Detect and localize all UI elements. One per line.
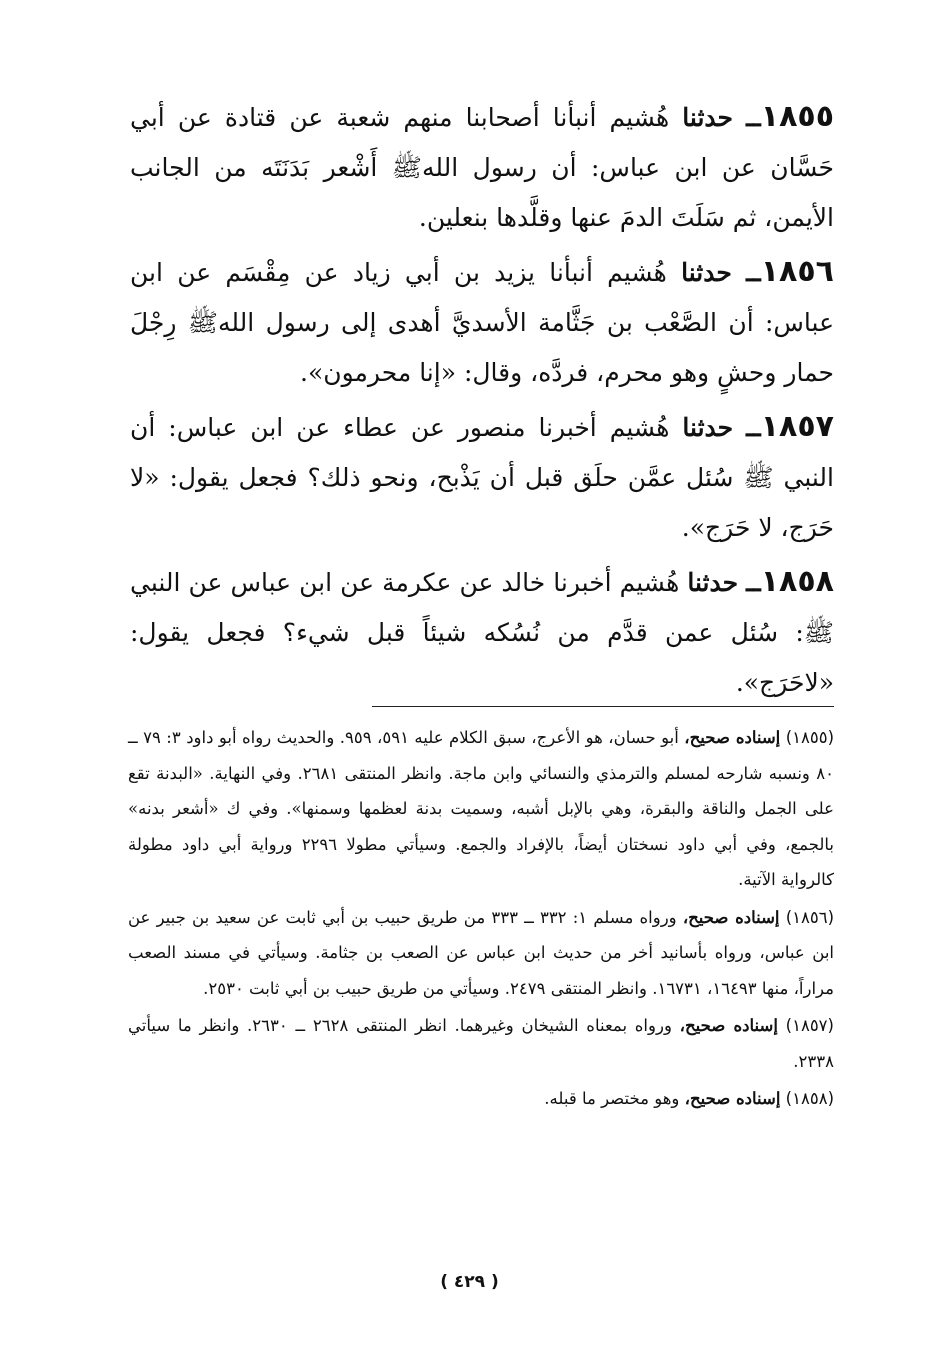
footnote-body: ورواه مسلم ١: ٣٣٢ ــ ٣٣٣ من طريق حبيب بن أبي ثابت عن سعيد بن جبير عن ابن عباس، ورواه بأسانيد أخر من حديث ابن عباس عن الصعب بن جثامة. وسيأتي في مسند الصعب مراراً، منها ١٦٤٩٣، ١٦٧٣١. وانظر المنتقى ٢٤٧٩. وسيأتي من طريق حبيب بن أبي ثابت ٢٥٣٠. <box>128 907 834 998</box>
hadith-keyword: حدثنا <box>681 258 732 287</box>
hadith-body: هُشيم أخبرنا منصور عن عطاء عن ابن عباس: أن النبي ﷺ سُئل عمَّن حلَق قبل أن يَذْبح، ونحو ذلك؟ فجعل يقول: «لا حَرَج، لا حَرَج». <box>130 413 834 542</box>
hadith-dash: ــ <box>746 258 761 287</box>
footnote-1856 <box>128 900 834 1007</box>
footnote-1855 <box>128 720 834 898</box>
hadith-body: هُشيم أخبرنا خالد عن عكرمة عن ابن عباس عن النبي ﷺ: سُئل عمن قدَّم من نُسُكه شيئاً قبل شيء؟ فجعل يقول: «لاحَرَج». <box>130 568 834 697</box>
footnote-number: (١٨٥٧) <box>785 1016 834 1035</box>
footnote-body: وهو مختصر ما قبله. <box>544 1089 680 1108</box>
footnote-grade: إسناده صحيح، <box>684 728 781 747</box>
hadith-1855 <box>130 92 834 243</box>
page-number: ( ٤٢٩ ) <box>440 1272 499 1292</box>
hadith-body: هُشيم أنبأنا يزيد بن أبي زياد عن مِقْسَم عن ابن عباس: أن الصَّعْب بن جَثَّامة الأسديَّ أهدى إلى رسول اللهﷺ رِجْلَ حمار وحشٍ وهو محرم، فردَّه، وقال: «إنا محرمون». <box>130 258 834 387</box>
hadith-body: هُشيم أنبأنا أصحابنا منهم شعبة عن قتادة عن أبي حَسَّان عن ابن عباس: أن رسول اللهﷺ أَشْعر بَدَنَتَه من الجانب الأيمن، ثم سَلَتَ الدمَ عنها وقلَّدها بنعلين. <box>130 103 834 232</box>
hadith-number: ١٨٥٦ <box>760 254 834 289</box>
hadith-dash: ــ <box>746 568 761 597</box>
footnote-1858 <box>128 1081 834 1117</box>
footnote-number: (١٨٥٨) <box>785 1089 834 1108</box>
footnote-body: ورواه بمعناه الشيخان وغيرهما. انظر المنتقى ٢٦٢٨ ــ ٢٦٣٠. وانظر ما سيأتي ٢٣٣٨. <box>128 1016 834 1071</box>
hadith-number: ١٨٥٨ <box>760 564 834 599</box>
hadith-1858 <box>130 557 834 708</box>
footnotes-block <box>128 720 834 1119</box>
hadith-keyword: حدثنا <box>682 103 733 132</box>
footnote-body: أبو حسان، هو الأعرج، سبق الكلام عليه ٥٩١، ٩٥٩. والحديث رواه أبو داود ٣: ٧٩ ــ ٨٠ ونسبه شارحه لمسلم والترمذي والنسائي وابن ماجة. وانظر المنتقى ٢٦٨١. وفي النهاية. «البدنة تقع على الجمل والناقة والبقرة، وهي بالإبل أشبه، وسميت بدنة لعظمها وسمنها». وفي ك «أشعر بدنه» بالجمع، وفي أبي داود نسختان أيضاً، بالإفراد والجمع. وسيأتي مطولا ٢٢٩٦ ورواية أبي داود مطولة كالرواية الآتية. <box>128 728 835 889</box>
hadith-text-block <box>130 92 834 712</box>
hadith-keyword: حدثنا <box>687 568 739 597</box>
footnote-number: (١٨٥٦) <box>785 907 835 927</box>
hadith-1856 <box>130 247 834 398</box>
hadith-keyword: حدثنا <box>682 413 734 442</box>
footnote-grade: إسناده صحيح، <box>684 1089 781 1108</box>
footnote-1857 <box>128 1008 834 1079</box>
hadith-dash: ــ <box>746 103 761 132</box>
footnote-grade: إسناده صحيح، <box>679 1016 778 1035</box>
footnote-divider <box>372 706 834 707</box>
hadith-number: ١٨٥٧ <box>760 409 834 444</box>
hadith-number: ١٨٥٥ <box>760 99 835 134</box>
footnote-grade: إسناده صحيح، <box>682 907 780 927</box>
hadith-dash: ــ <box>746 413 761 442</box>
footnote-number: (١٨٥٥) <box>785 728 835 747</box>
hadith-1857 <box>130 402 834 553</box>
